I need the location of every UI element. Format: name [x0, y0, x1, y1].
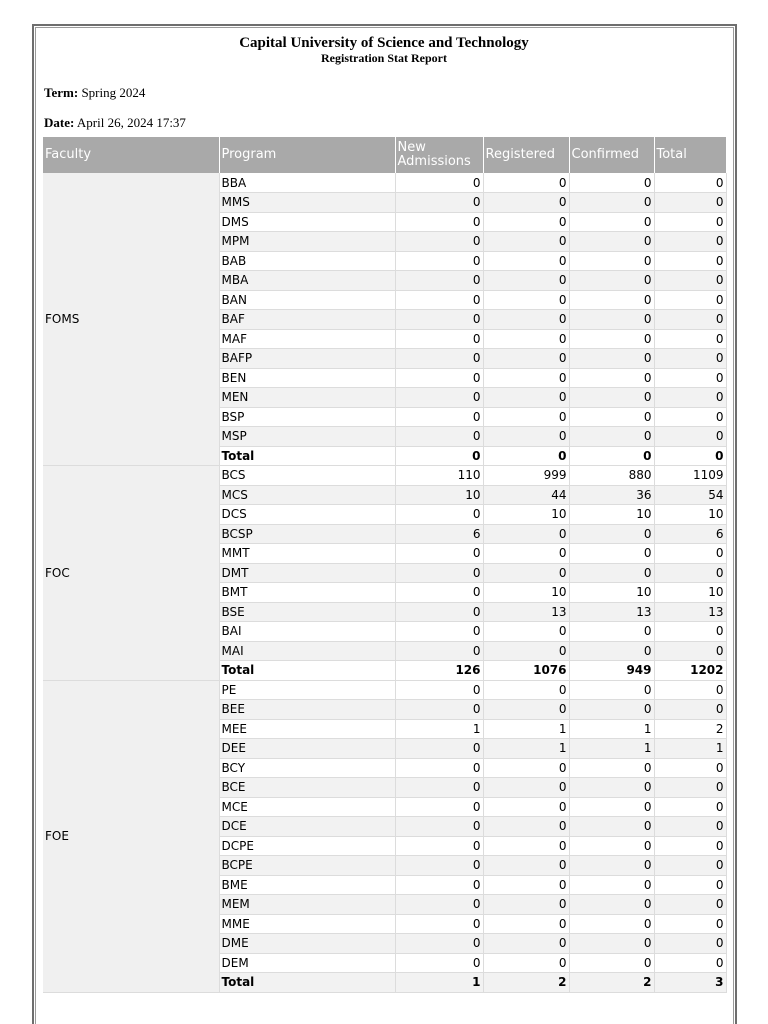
new-admissions-cell: 6: [395, 524, 483, 544]
program-cell: BMT: [219, 583, 395, 603]
faculty-cell: FOMS: [43, 173, 219, 466]
header-program: Program: [219, 137, 395, 173]
registered-cell: 0: [483, 388, 569, 408]
program-cell: Total: [219, 661, 395, 681]
new-admissions-cell: 0: [395, 193, 483, 213]
confirmed-cell: 0: [569, 271, 654, 291]
total-cell: 0: [654, 817, 726, 837]
program-cell: PE: [219, 680, 395, 700]
registered-cell: 0: [483, 778, 569, 798]
program-cell: BCSP: [219, 524, 395, 544]
total-cell: 10: [654, 583, 726, 603]
confirmed-cell: 0: [569, 700, 654, 720]
total-cell: 0: [654, 271, 726, 291]
registered-cell: 0: [483, 232, 569, 252]
program-cell: BCY: [219, 758, 395, 778]
total-cell: 0: [654, 875, 726, 895]
confirmed-cell: 0: [569, 641, 654, 661]
new-admissions-cell: 0: [395, 349, 483, 369]
registered-cell: 0: [483, 895, 569, 915]
confirmed-cell: 0: [569, 310, 654, 330]
date-label: Date:: [44, 115, 75, 130]
confirmed-cell: 0: [569, 193, 654, 213]
program-cell: MBA: [219, 271, 395, 291]
new-admissions-cell: 0: [395, 622, 483, 642]
confirmed-cell: 0: [569, 232, 654, 252]
total-cell: 0: [654, 427, 726, 447]
registered-cell: 0: [483, 310, 569, 330]
registered-cell: 1: [483, 719, 569, 739]
program-cell: BSP: [219, 407, 395, 427]
new-admissions-cell: 0: [395, 817, 483, 837]
new-admissions-cell: 0: [395, 232, 483, 252]
new-admissions-cell: 0: [395, 290, 483, 310]
total-cell: 0: [654, 680, 726, 700]
confirmed-cell: 2: [569, 973, 654, 993]
total-cell: 13: [654, 602, 726, 622]
new-admissions-cell: 0: [395, 914, 483, 934]
program-cell: DEE: [219, 739, 395, 759]
new-admissions-cell: 0: [395, 953, 483, 973]
registered-cell: 0: [483, 700, 569, 720]
new-admissions-cell: 0: [395, 368, 483, 388]
registered-cell: 0: [483, 446, 569, 466]
new-admissions-cell: 10: [395, 485, 483, 505]
total-cell: 0: [654, 934, 726, 954]
header-total: Total: [654, 137, 726, 173]
confirmed-cell: 0: [569, 622, 654, 642]
program-cell: BCS: [219, 466, 395, 486]
program-cell: MCE: [219, 797, 395, 817]
table-row: [43, 680, 726, 700]
total-cell: 0: [654, 193, 726, 213]
confirmed-cell: 880: [569, 466, 654, 486]
new-admissions-cell: 0: [395, 856, 483, 876]
confirmed-cell: 0: [569, 251, 654, 271]
registered-cell: 0: [483, 914, 569, 934]
table-row: [43, 173, 726, 193]
program-cell: DEM: [219, 953, 395, 973]
program-cell: MME: [219, 914, 395, 934]
total-cell: 0: [654, 329, 726, 349]
faculty-cell: FOE: [43, 680, 219, 992]
confirmed-cell: 0: [569, 914, 654, 934]
confirmed-cell: 0: [569, 875, 654, 895]
term-value: Spring 2024: [81, 85, 146, 100]
report-subtitle: Registration Stat Report: [321, 51, 447, 65]
total-cell: 0: [654, 290, 726, 310]
total-cell: 0: [654, 388, 726, 408]
program-cell: MAI: [219, 641, 395, 661]
registered-cell: 0: [483, 173, 569, 193]
table-body: [43, 173, 726, 992]
program-cell: MEN: [219, 388, 395, 408]
program-cell: MPM: [219, 232, 395, 252]
total-cell: 0: [654, 778, 726, 798]
registered-cell: 0: [483, 271, 569, 291]
program-cell: Total: [219, 973, 395, 993]
registered-cell: 10: [483, 583, 569, 603]
new-admissions-cell: 0: [395, 583, 483, 603]
confirmed-cell: 0: [569, 563, 654, 583]
confirmed-cell: 0: [569, 407, 654, 427]
new-admissions-cell: 0: [395, 739, 483, 759]
registered-cell: 999: [483, 466, 569, 486]
confirmed-cell: 0: [569, 212, 654, 232]
total-cell: 1202: [654, 661, 726, 681]
confirmed-cell: 0: [569, 778, 654, 798]
total-cell: 0: [654, 895, 726, 915]
registered-cell: 10: [483, 505, 569, 525]
confirmed-cell: 0: [569, 173, 654, 193]
total-cell: 0: [654, 953, 726, 973]
program-cell: DME: [219, 934, 395, 954]
registered-cell: 0: [483, 836, 569, 856]
confirmed-cell: 0: [569, 836, 654, 856]
new-admissions-cell: 0: [395, 427, 483, 447]
header-faculty: Faculty: [43, 137, 219, 173]
new-admissions-cell: 0: [395, 700, 483, 720]
new-admissions-cell: 1: [395, 719, 483, 739]
registered-cell: 0: [483, 290, 569, 310]
total-cell: 0: [654, 232, 726, 252]
confirmed-cell: 0: [569, 329, 654, 349]
total-cell: 54: [654, 485, 726, 505]
program-cell: BBA: [219, 173, 395, 193]
new-admissions-cell: 110: [395, 466, 483, 486]
total-cell: 0: [654, 173, 726, 193]
confirmed-cell: 0: [569, 797, 654, 817]
program-cell: MSP: [219, 427, 395, 447]
registered-cell: 1076: [483, 661, 569, 681]
confirmed-cell: 1: [569, 739, 654, 759]
new-admissions-cell: 0: [395, 271, 483, 291]
new-admissions-cell: 0: [395, 329, 483, 349]
total-cell: 0: [654, 407, 726, 427]
program-cell: MEM: [219, 895, 395, 915]
total-cell: 1: [654, 739, 726, 759]
total-cell: 0: [654, 622, 726, 642]
new-admissions-cell: 0: [395, 797, 483, 817]
program-cell: MEE: [219, 719, 395, 739]
registered-cell: 0: [483, 680, 569, 700]
total-cell: 0: [654, 700, 726, 720]
new-admissions-cell: 0: [395, 388, 483, 408]
program-cell: BAB: [219, 251, 395, 271]
program-cell: DCS: [219, 505, 395, 525]
confirmed-cell: 36: [569, 485, 654, 505]
program-cell: DCPE: [219, 836, 395, 856]
new-admissions-cell: 0: [395, 310, 483, 330]
new-admissions-cell: 0: [395, 934, 483, 954]
registered-cell: 2: [483, 973, 569, 993]
new-admissions-cell: 1: [395, 973, 483, 993]
total-cell: 0: [654, 641, 726, 661]
confirmed-cell: 0: [569, 895, 654, 915]
total-cell: 0: [654, 856, 726, 876]
total-cell: 6: [654, 524, 726, 544]
registered-cell: 1: [483, 739, 569, 759]
registered-cell: 0: [483, 349, 569, 369]
program-cell: BEE: [219, 700, 395, 720]
confirmed-cell: 13: [569, 602, 654, 622]
new-admissions-cell: 0: [395, 602, 483, 622]
program-cell: BAFP: [219, 349, 395, 369]
new-admissions-cell: 0: [395, 544, 483, 564]
confirmed-cell: 0: [569, 680, 654, 700]
confirmed-cell: 1: [569, 719, 654, 739]
program-cell: BME: [219, 875, 395, 895]
registered-cell: 0: [483, 193, 569, 213]
total-cell: 0: [654, 212, 726, 232]
registered-cell: 0: [483, 856, 569, 876]
total-cell: 0: [654, 758, 726, 778]
registered-cell: 13: [483, 602, 569, 622]
program-cell: DCE: [219, 817, 395, 837]
confirmed-cell: 0: [569, 388, 654, 408]
confirmed-cell: 0: [569, 427, 654, 447]
total-cell: 0: [654, 310, 726, 330]
new-admissions-cell: 0: [395, 895, 483, 915]
total-cell: 3: [654, 973, 726, 993]
program-cell: BAI: [219, 622, 395, 642]
confirmed-cell: 10: [569, 505, 654, 525]
total-cell: 1109: [654, 466, 726, 486]
program-cell: DMS: [219, 212, 395, 232]
registered-cell: 0: [483, 758, 569, 778]
confirmed-cell: 0: [569, 446, 654, 466]
new-admissions-cell: 0: [395, 875, 483, 895]
registered-cell: 0: [483, 953, 569, 973]
total-cell: 0: [654, 563, 726, 583]
program-cell: DMT: [219, 563, 395, 583]
total-cell: 0: [654, 836, 726, 856]
total-cell: 0: [654, 251, 726, 271]
total-cell: 0: [654, 368, 726, 388]
registered-cell: 0: [483, 212, 569, 232]
registered-cell: 0: [483, 563, 569, 583]
program-cell: BEN: [219, 368, 395, 388]
new-admissions-cell: 126: [395, 661, 483, 681]
new-admissions-cell: 0: [395, 680, 483, 700]
registered-cell: 0: [483, 407, 569, 427]
program-cell: BCPE: [219, 856, 395, 876]
confirmed-cell: 0: [569, 758, 654, 778]
registered-cell: 44: [483, 485, 569, 505]
total-cell: 0: [654, 446, 726, 466]
new-admissions-cell: 0: [395, 212, 483, 232]
new-admissions-cell: 0: [395, 505, 483, 525]
confirmed-cell: 0: [569, 349, 654, 369]
date-line: [44, 115, 186, 131]
program-cell: BSE: [219, 602, 395, 622]
confirmed-cell: 0: [569, 856, 654, 876]
registered-cell: 0: [483, 524, 569, 544]
new-admissions-cell: 0: [395, 563, 483, 583]
term-label: Term:: [44, 85, 79, 100]
total-cell: 0: [654, 797, 726, 817]
registration-stats-table: [43, 137, 727, 993]
confirmed-cell: 0: [569, 368, 654, 388]
new-admissions-cell: 0: [395, 836, 483, 856]
new-admissions-cell: 0: [395, 446, 483, 466]
program-cell: MAF: [219, 329, 395, 349]
new-admissions-cell: 0: [395, 778, 483, 798]
header-registered: Registered: [483, 137, 569, 173]
registered-cell: 0: [483, 817, 569, 837]
new-admissions-cell: 0: [395, 641, 483, 661]
new-admissions-cell: 0: [395, 251, 483, 271]
confirmed-cell: 0: [569, 290, 654, 310]
total-cell: 0: [654, 914, 726, 934]
registered-cell: 0: [483, 427, 569, 447]
registered-cell: 0: [483, 251, 569, 271]
header-confirmed: Confirmed: [569, 137, 654, 173]
confirmed-cell: 949: [569, 661, 654, 681]
university-title: Capital University of Science and Technology: [239, 35, 529, 51]
registered-cell: 0: [483, 875, 569, 895]
new-admissions-cell: 0: [395, 758, 483, 778]
faculty-cell: FOC: [43, 466, 219, 681]
confirmed-cell: 0: [569, 934, 654, 954]
table-header-row: [43, 137, 726, 173]
new-admissions-cell: 0: [395, 173, 483, 193]
header-new-admissions: New Admissions: [395, 137, 483, 173]
confirmed-cell: 10: [569, 583, 654, 603]
new-admissions-cell: 0: [395, 407, 483, 427]
total-cell: 2: [654, 719, 726, 739]
registered-cell: 0: [483, 544, 569, 564]
total-cell: 10: [654, 505, 726, 525]
confirmed-cell: 0: [569, 953, 654, 973]
table-row: [43, 466, 726, 486]
program-cell: BAN: [219, 290, 395, 310]
registered-cell: 0: [483, 368, 569, 388]
registered-cell: 0: [483, 622, 569, 642]
term-line: [44, 85, 145, 101]
date-value: April 26, 2024 17:37: [76, 115, 186, 130]
program-cell: MCS: [219, 485, 395, 505]
program-cell: MMT: [219, 544, 395, 564]
confirmed-cell: 0: [569, 544, 654, 564]
registered-cell: 0: [483, 641, 569, 661]
confirmed-cell: 0: [569, 524, 654, 544]
program-cell: Total: [219, 446, 395, 466]
program-cell: BAF: [219, 310, 395, 330]
registered-cell: 0: [483, 329, 569, 349]
program-cell: MMS: [219, 193, 395, 213]
registered-cell: 0: [483, 797, 569, 817]
confirmed-cell: 0: [569, 817, 654, 837]
total-cell: 0: [654, 349, 726, 369]
registered-cell: 0: [483, 934, 569, 954]
total-cell: 0: [654, 544, 726, 564]
program-cell: BCE: [219, 778, 395, 798]
